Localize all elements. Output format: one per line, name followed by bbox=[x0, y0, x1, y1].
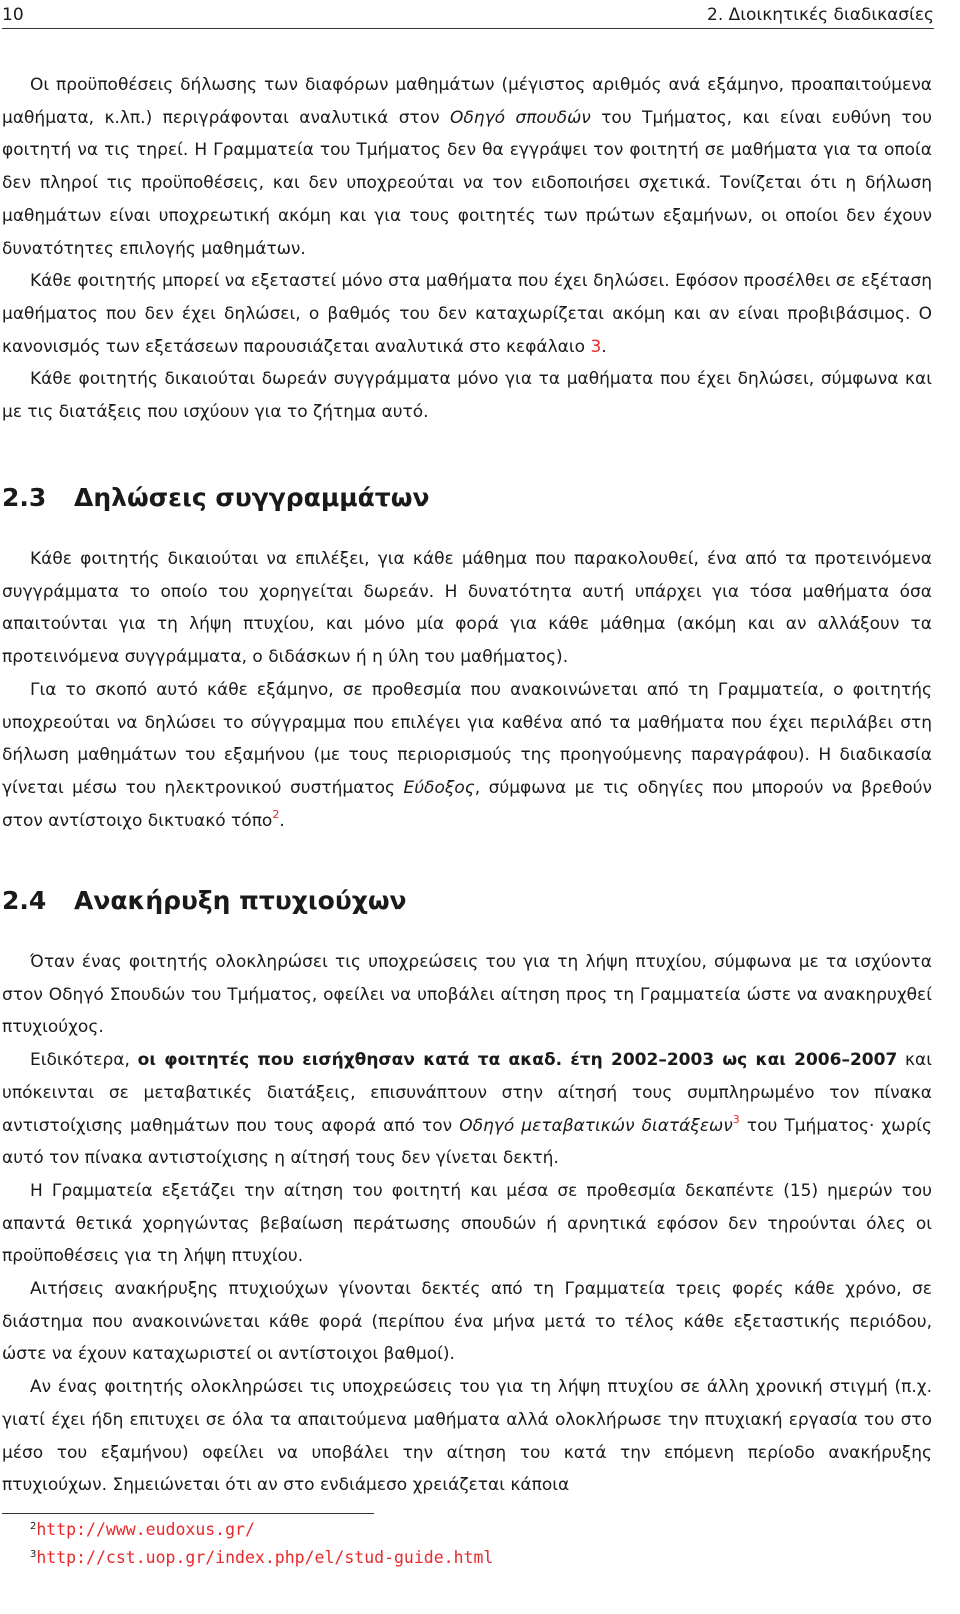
text-run: Κάθε φοιτητής δικαιούται να επιλέξει, για κάθε μάθημα που παρακολουθεί, ένα από τα προτεινόμενα συγγράμματα το οποίο του χορηγείται δωρεάν. Η δυνατότητα αυτή υπάρχει για τόσα μαθήματα όσα απαιτούνται για τη λήψη πτυχίου, και μόνο μία φορά για κάθε μάθημα (ακόμη και αν αλλάξουν τα προτεινόμενα συγγράμματα, ο διδάσκων ή η ύλη του μαθήματος). bbox=[2, 549, 932, 668]
section-heading-2-4 bbox=[2, 885, 932, 917]
text-run: Για το σκοπό αυτό κάθε εξάμηνο, σε προθεσμία που ανακοινώνεται από τη Γραμματεία, ο φοιτητής υποχρεούται να δηλώσει το σύγγραμμα που επιλέγει για καθένα από τα μαθήματα που έχει περιλάβει στη δήλωση μαθημάτων του εξαμήνου (με τους περιορισμούς της προηγούμενης παραγράφου). Η διαδικασία γίνεται μέσω του ηλεκτρονικού συστήματος bbox=[2, 679, 932, 798]
text-run: . bbox=[601, 336, 607, 357]
section-2-4-paragraph-5 bbox=[2, 1371, 932, 1502]
section-2-3-paragraph-1 bbox=[2, 543, 932, 674]
eudoxus-emphasis: Εύδοξος bbox=[403, 777, 475, 798]
section-number: 2.3 bbox=[2, 483, 47, 512]
footnote-marker[interactable]: 3 bbox=[732, 1112, 740, 1126]
transitional-guide-emphasis: Οδηγό μεταβατικών διατάξεων bbox=[459, 1115, 733, 1136]
section-2-3-body bbox=[2, 543, 932, 837]
section-number: 2.4 bbox=[2, 886, 47, 915]
intro-block bbox=[2, 69, 932, 429]
section-2-4-paragraph-1 bbox=[2, 946, 932, 1044]
text-run: Αν ένας φοιτητής ολοκληρώσει τις υποχρεώσεις του για τη λήψη πτυχίου σε άλλη χρονική στιγμή (π.χ. γιατί έχει ήδη επιτυχει σε όλα τα απαιτούμενα μαθήματα αλλά ολοκλήρωσε την πτυχιακή εργασία του στο μέσο του εξαμήνου) οφείλει να υποβάλει την αίτηση του κατά την επόμενη περίοδο ανακήρυξης πτυχιούχων. Σημειώνεται ότι αν στο ενδιάμεσο χρειάζεται κάποια bbox=[2, 1377, 932, 1496]
text-run: Όταν ένας φοιτητής ολοκληρώσει τις υποχρεώσεις του για τη λήψη πτυχίου, σύμφωνα με τα ισχύοντα στον Οδηγό Σπουδών του Τμήματος, οφείλει να υποβάλει αίτηση προς τη Γραμματεία ώστε να ανακηρυχθεί πτυχιούχος. bbox=[2, 952, 932, 1038]
chapter-title: 2. Διοικητικές διαδικασίες bbox=[707, 5, 934, 25]
footnote-link[interactable]: http://www.eudoxus.gr/ bbox=[36, 1520, 255, 1539]
text-run: Κάθε φοιτητής μπορεί να εξεταστεί μόνο στα μαθήματα που έχει δηλώσει. Εφόσον προσέλθει σε εξέταση μαθήματος που δεν έχει δηλώσει, ο βαθμός του δεν καταχωρίζεται ακόμη και αν είναι προβιβάσιμος. Ο κανονισμός των εξετάσεων παρουσιάζεται αναλυτικά στο κεφάλαιο bbox=[2, 271, 932, 357]
intro-paragraph-2 bbox=[2, 265, 932, 363]
running-header bbox=[2, 4, 934, 28]
text-run: , σύμφωνα με τις οδηγίες που μπορούν να βρεθούν στον αντίστοιχο δικτυακό τόπο bbox=[2, 777, 932, 831]
header-rule bbox=[2, 28, 934, 29]
text-run: . bbox=[279, 810, 285, 831]
text-run: Οι προϋποθέσεις δήλωσης των διαφόρων μαθημάτων (μέγιστος αριθμός ανά εξάμηνο, προαπαιτούμενα μαθήματα, κ.λπ.) περιγράφονται αναλυτικά στον bbox=[2, 75, 932, 128]
section-2-4-paragraph-4 bbox=[2, 1273, 932, 1371]
section-heading-2-3 bbox=[2, 482, 932, 514]
text-run: Αιτήσεις ανακήρυξης πτυχιούχων γίνονται δεκτές από τη Γραμματεία τρεις φορές κάθε χρόνο, σε διάστημα που ανακοινώνεται κάθε φορά (περίπου ένα μήνα μετά το τέλος κάθε εξεταστικής περιόδου, ώστε να έχουν καταχωριστεί οι αντίστοιχοι βαθμοί). bbox=[2, 1279, 932, 1365]
chapter-cross-reference[interactable]: 3 bbox=[590, 336, 602, 357]
footnotes bbox=[30, 1517, 930, 1573]
section-2-3-paragraph-2 bbox=[2, 674, 932, 838]
text-run: και υπόκεινται σε μεταβατικές διατάξεις, επισυνάπτουν στην αίτησή τους συμπληρωμένο τον πίνακα αντιστοίχισης μαθημάτων που τους αφορά από τον bbox=[2, 1050, 933, 1136]
text-run: Ειδικότερα, bbox=[30, 1050, 138, 1071]
footnote-2 bbox=[30, 1517, 930, 1545]
footnote-marker[interactable]: 2 bbox=[272, 807, 280, 821]
section-2-4-body bbox=[2, 946, 932, 1502]
section-title: Ανακήρυξη πτυχιούχων bbox=[74, 886, 407, 915]
intro-paragraph-1 bbox=[2, 69, 932, 265]
footnote-number: 3 bbox=[30, 1549, 37, 1560]
study-guide-emphasis: Οδηγό σπουδών bbox=[450, 107, 591, 128]
footnote-rule bbox=[2, 1513, 374, 1514]
footnote-number: 2 bbox=[30, 1521, 37, 1532]
text-run: του Τμήματος· χωρίς αυτό τον πίνακα αντιστοίχισης η αίτησή τους δεν γίνεται δεκτή. bbox=[2, 1115, 932, 1169]
text-run: Η Γραμματεία εξετάζει την αίτηση του φοιτητή και μέσα σε προθεσμία δεκαπέντε (15) ημερών του απαντά θετικά χορηγώντας βεβαίωση περάτωσης σπουδών ή αρνητικά εφόσον δεν τηρούνται όλες οι προϋποθέσεις για τη λήψη πτυχίου. bbox=[2, 1180, 932, 1267]
intro-paragraph-3 bbox=[2, 363, 932, 428]
text-run: Κάθε φοιτητής δικαιούται δωρεάν συγγράμματα μόνο για τα μαθήματα που έχει δηλώσει, σύμφωνα και με τις διατάξεις που ισχύουν για το ζήτημα αυτό. bbox=[2, 369, 932, 423]
bold-text-run: οι φοιτητές που εισήχθησαν κατά τα ακαδ. έτη 2002–2003 ως και 2006–2007 bbox=[137, 1050, 898, 1071]
section-2-4-paragraph-2 bbox=[2, 1044, 932, 1175]
footnote-link[interactable]: http://cst.uop.gr/index.php/el/stud-guide.html bbox=[36, 1548, 494, 1567]
text-run: του Τμήματος, και είναι ευθύνη του φοιτητή να τις τηρεί. Η Γραμματεία του Τμήματος δεν θα εγγράψει τον φοιτητή σε μαθήματα για τα οποία δεν πληροί τις προϋποθέσεις, και δεν υποχρεούται να τον ειδοποιήσει σχετικά. Τονίζεται ότι η δήλωση μαθημάτων είναι υποχρεωτική ακόμη και για τους φοιτητές των πρώτων εξαμήνων, οι οποίοι δεν έχουν δυνατότητες επιλογής μαθημάτων. bbox=[2, 107, 932, 259]
page-number: 10 bbox=[2, 5, 24, 25]
section-title: Δηλώσεις συγγραμμάτων bbox=[74, 483, 430, 512]
section-2-4-paragraph-3 bbox=[2, 1175, 932, 1273]
footnote-3 bbox=[30, 1545, 930, 1573]
